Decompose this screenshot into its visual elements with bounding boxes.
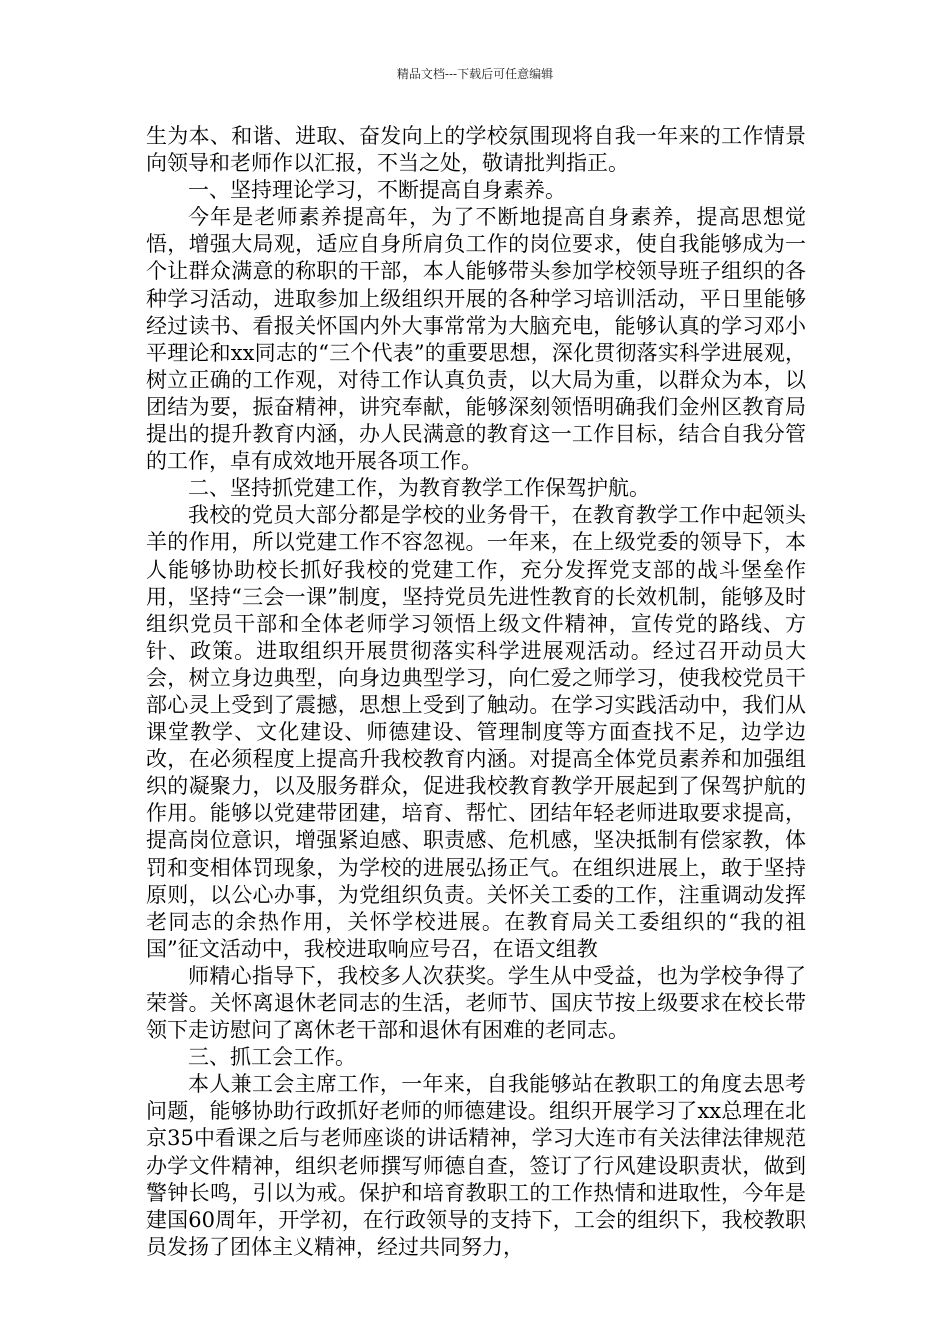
section-heading-theory-study: 一、坚持理论学习，不断提高自身素养。	[188, 178, 566, 203]
paragraph-theory-study: 今年是老师素养提高年，为了不断地提高自身素养，提高思想觉悟，增强大局观，适应自身所肩负工作的岗位要求，使自我能够成为一个让群众满意的称职的干部，本人能够带头参加学校领导班子组织的各种学习活动，进取参加上级组织开展的各种学习培训活动，平日里能够经过读书、看报关怀国内外大事常常为大脑充电，能够认真的学习邓小平理论和xx同志的“三个代表”的重要思想，深化贯彻落实科学进展观，树立正确的工作观，对待工作认真负责，以大局为重，以群众为本，以团结为要，振奋精神，讲究奉献，能够深刻领悟明确我们金州区教育局提出的提升教育内涵，办人民满意的教育这一工作目标，结合自我分管的工作，卓有成效地开展各项工作。	[146, 205, 806, 474]
section-heading-trade-union: 三、抓工会工作。	[188, 1045, 356, 1070]
document-body	[146, 123, 806, 1261]
paragraph-intro-continued: 生为本、和谐、进取、奋发向上的学校氛围现将自我一年来的工作情景向领导和老师作以汇报，不当之处，敬请批判指正。	[146, 124, 806, 176]
section-heading-party-building: 二、坚持抓党建工作，为教育教学工作保驾护航。	[188, 476, 650, 501]
paragraph-party-building: 我校的党员大部分都是学校的业务骨干，在教育教学工作中起领头羊的作用，所以党建工作不容忽视。一年来，在上级党委的领导下，本人能够协助校长抓好我校的党建工作，充分发挥党支部的战斗堡垒作用，坚持“三会一课”制度，坚持党员先进性教育的长效机制，能够及时组织党员干部和全体老师学习领悟上级文件精神，宣传党的路线、方针、政策。进取组织开展贯彻落实科学进展观活动。经过召开动员大会，树立身边典型，向身边典型学习，向仁爱之师学习，使我校党员干部心灵上受到了震撼，思想上受到了触动。在学习实践活动中，我们从课堂教学、文化建设、师德建设、管理制度等方面查找不足，边学边改，在必须程度上提高升我校教育内涵。对提高全体党员素养和加强组织的凝聚力，以及服务群众，促进我校教育教学开展起到了保驾护航的作用。能够以党建带团建，培育、帮忙、团结年轻老师进取要求提高，提高岗位意识，增强紧迫感、职责感、危机感，坚决抵制有偿家教，体罚和变相体罚现象，为学校的进展弘扬正气。在组织进展上，敢于坚持原则，以公心办事，为党组织负责。关怀关工委的工作，注重调动发挥老同志的余热作用，关怀学校进展。在教育局关工委组织的“我的祖国”征文活动中，我校进取响应号召，在语文组教	[146, 503, 806, 961]
paragraph-party-building-continued: 师精心指导下，我校多人次获奖。学生从中受益，也为学校争得了荣誉。关怀离退休老同志的生活，老师节、国庆节按上级要求在校长带领下走访慰问了离休老干部和退休有困难的老同志。	[146, 963, 806, 1043]
page-header: 精品文档---下载后可任意编辑	[396, 67, 554, 81]
paragraph-trade-union: 本人兼工会主席工作，一年来，自我能够站在教职工的角度去思考问题，能够协助行政抓好老师的师德建设。组织开展学习了xx总理在北京35中看课之后与老师座谈的讲话精神，学习大连市有关法律法律规范办学文件精神，组织老师撰写师德自查，签订了行风建设职责状，做到警钟长鸣，引以为戒。保护和培育教职工的工作热情和进取性，今年是建国60周年，开学初，在行政领导的支持下，工会的组织下，我校教职员发扬了团体主义精神，经过共同努力，	[146, 1072, 806, 1259]
